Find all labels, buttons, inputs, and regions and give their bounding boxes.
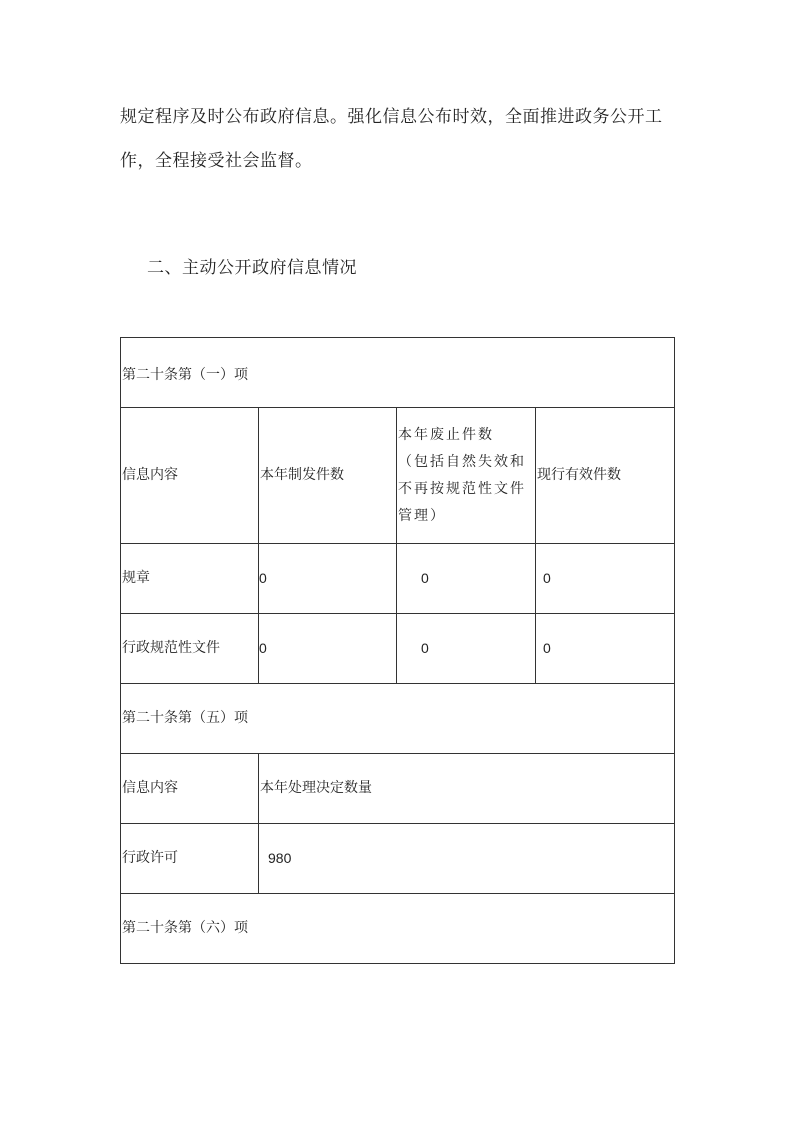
disclosure-table <box>120 337 675 964</box>
header-info-content: 信息内容 <box>122 467 178 483</box>
header-cell-issued <box>259 408 397 544</box>
header-decision-count: 本年处理决定数量 <box>260 780 372 796</box>
row-label: 规章 <box>121 544 259 614</box>
section-heading: 二、主动公开政府信息情况 <box>147 258 357 278</box>
header-repealed-line-3: 不再按规范性文件 <box>398 481 526 497</box>
header-repealed-line-1: 本年废止件数 <box>398 427 494 443</box>
section-title-6: 第二十条第（六）项 <box>122 920 248 936</box>
header-row-5 <box>121 754 675 824</box>
row-issued-value: 0 <box>259 544 397 614</box>
section-row-6 <box>121 894 675 964</box>
header-row-1 <box>121 408 675 544</box>
row-repealed-value: 0 <box>397 614 536 684</box>
section-row-5 <box>121 684 675 754</box>
section-row-1 <box>121 338 675 408</box>
row-decision-value: 980 <box>259 824 675 894</box>
row-label: 行政许可 <box>121 824 259 894</box>
table-row <box>121 614 675 684</box>
section-title-cell <box>121 894 675 964</box>
header-issued-count: 本年制发件数 <box>260 467 344 483</box>
row-label: 行政规范性文件 <box>121 614 259 684</box>
paragraph-line-2: 作，全程接受社会监督。 <box>120 151 313 171</box>
section-title-cell <box>121 338 675 408</box>
header-cell-content <box>121 754 259 824</box>
header-info-content: 信息内容 <box>122 780 178 796</box>
row-valid-value: 0 <box>536 614 675 684</box>
header-repealed-line-4: 管理） <box>398 508 446 524</box>
section-title-cell <box>121 684 675 754</box>
header-cell-decisions <box>259 754 675 824</box>
header-cell-valid <box>536 408 675 544</box>
table-row <box>121 544 675 614</box>
paragraph-line-1: 规定程序及时公布政府信息。强化信息公布时效，全面推进政务公开工 <box>120 107 663 127</box>
header-valid-count: 现行有效件数 <box>537 467 621 483</box>
row-issued-value: 0 <box>259 614 397 684</box>
section-title-1: 第二十条第（一）项 <box>122 367 248 383</box>
header-repealed-line-2: （包括自然失效和 <box>398 454 526 470</box>
header-cell-content <box>121 408 259 544</box>
row-repealed-value: 0 <box>397 544 536 614</box>
section-title-5: 第二十条第（五）项 <box>122 710 248 726</box>
row-valid-value: 0 <box>536 544 675 614</box>
header-cell-repealed <box>397 408 536 544</box>
table-row <box>121 824 675 894</box>
